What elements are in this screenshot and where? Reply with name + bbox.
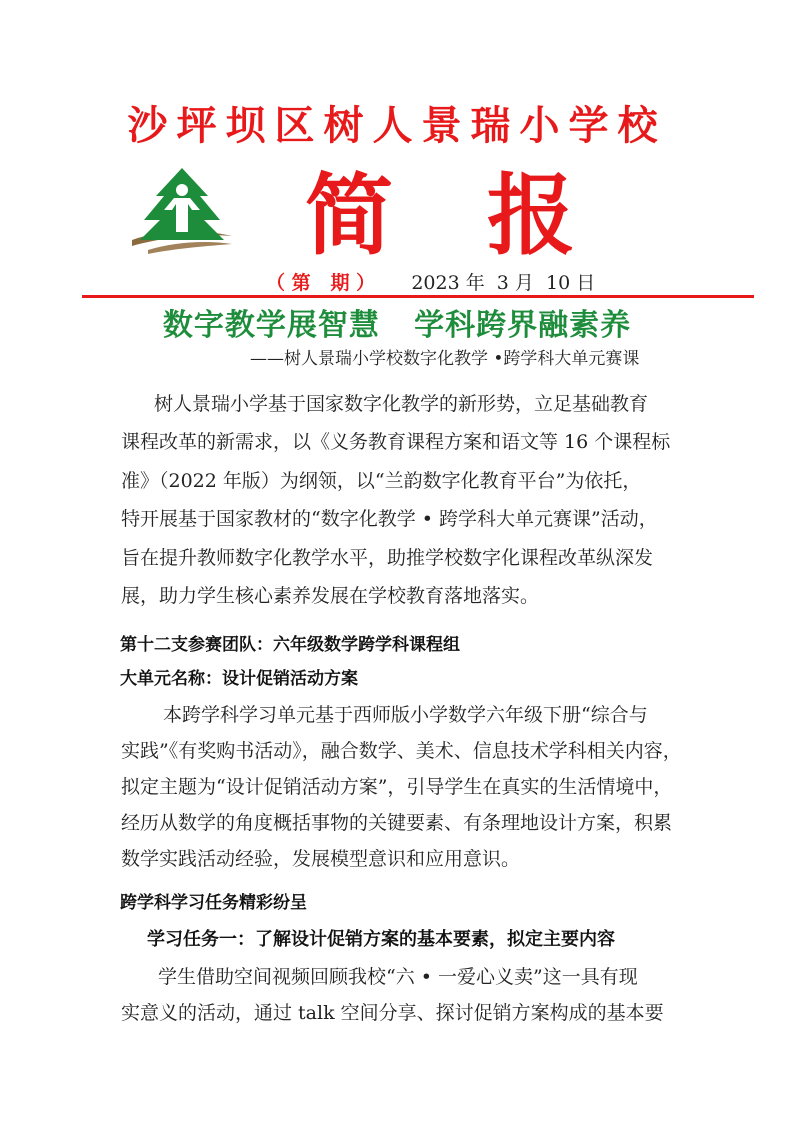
newsletter-title-char-2: 报 <box>487 163 576 267</box>
issue-number-label: （ 第 期 ） <box>266 272 376 294</box>
intro-line: 准》（2022 年版）为纲领，以“兰韵数字化教育平台”为依托， <box>121 470 642 492</box>
unit-heading: 大单元名称：设计促销活动方案 <box>120 669 358 689</box>
task1-line: 学生借助空间视频回顾我校“六 • 一爱心义卖”这一具有现 <box>158 966 638 988</box>
article-headline: 数字教学展智慧 学科跨界融素养 <box>162 308 632 343</box>
school-name: 沙坪坝区树人景瑞小学校 <box>127 102 667 149</box>
task1-line: 实意义的活动，通过 talk 空间分享、探讨促销方案构成的基本要 <box>121 1002 664 1024</box>
intro-line: 树人景瑞小学基于国家数字化教学的新形势，立足基础教育 <box>154 393 649 415</box>
task1-heading: 学习任务一：了解设计促销方案的基本要素，拟定主要内容 <box>147 929 615 950</box>
unit-line: 数学实践活动经验，发展模型意识和应用意识。 <box>121 848 521 870</box>
unit-line: 本跨学科学习单元基于西师版小学数学六年级下册“综合与 <box>163 704 648 726</box>
issue-date: 2023 年 3 月 10 日 <box>411 272 596 294</box>
header-divider <box>82 295 754 298</box>
team-heading: 第十二支参赛团队：六年级数学跨学科课程组 <box>120 635 460 655</box>
highlights-heading: 跨学科学习任务精彩纷呈 <box>120 893 307 913</box>
intro-line: 展，助力学生核心素养发展在学校教育落地落实。 <box>121 585 540 607</box>
intro-line: 旨在提升教师数字化教学水平，助推学校数字化课程改革纵深发 <box>121 547 654 569</box>
unit-line: 经历从数学的角度概括事物的关键要素、有条理地设计方案，积累 <box>121 812 673 834</box>
intro-line: 课程改革的新需求，以《义务教育课程方案和语文等 16 个课程标 <box>121 431 671 453</box>
newsletter-title-char-1: 简 <box>305 163 394 267</box>
unit-line: 实践”《有奖购书活动》，融合数学、美术、信息技术学科相关内容， <box>121 740 682 762</box>
school-tree-logo-icon <box>128 166 236 254</box>
unit-line: 拟定主题为“设计促销活动方案”，引导学生在真实的生活情境中， <box>121 776 673 798</box>
issue-line <box>266 270 595 296</box>
article-subheadline: ——树人景瑞小学校数字化教学 •跨学科大单元赛课 <box>250 349 640 369</box>
intro-line: 特开展基于国家教材的“数字化教学 • 跨学科大单元赛课”活动， <box>121 508 658 530</box>
